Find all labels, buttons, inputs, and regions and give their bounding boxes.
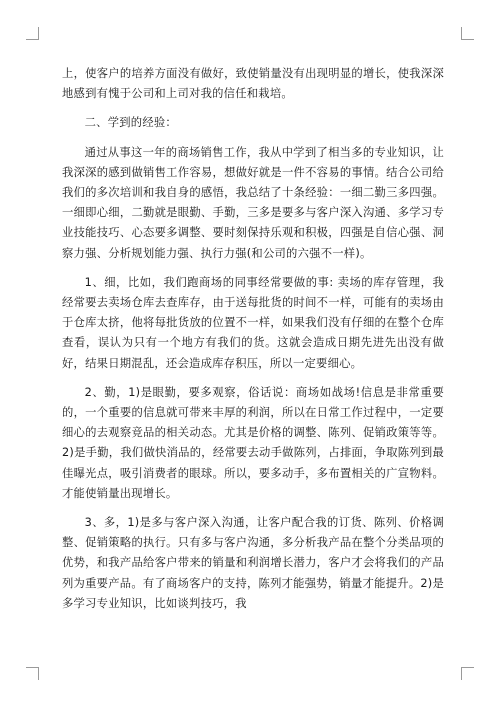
crop-mark-top-left	[26, 27, 39, 40]
crop-mark-bottom-right	[461, 667, 474, 680]
paragraph-point-detail: 1、细，比如，我们跑商场的同事经常要做的事: 卖场的库存管理，我经常要去卖场仓库去查库存，由于送每批货的时间不一样，可能有的卖场由于仓库太挤，他将每批货放的位置不一样，如果我们没有仔细的在整个仓库查看，误认为只有一个地方有我们的货。这就会造成日期先进先出没有做好，结果日期混乱，还会造成库存积压，所以一定要细心。	[62, 275, 444, 370]
paragraph-point-more: 3、多，1)是多与客户深入沟通，让客户配合我的订货、陈列、价格调整、促销策略的执行。只有多与客户沟通，多分析我产品在整个分类品项的优势，和我产品给客户带来的销量和利润增长潜力，客户才会将我们的产品列为重要产品。有了商场客户的支持，陈列才能强势，销量才能提升。2)是多学习专业知识，比如谈判技巧，我	[62, 516, 444, 610]
paragraph-point-diligence: 2、勤，1)是眼勤，要多观察，俗话说：商场如战场!信息是非常重要的，一个重要的信息就可带来丰厚的利润，所以在日常工作过程中，一定要细心的去观察竞品的相关动态。尤其是价格的调整、陈列、促销政策等等。2)是手勤，我们做快消品的，经常要去动手做陈列，占排面，争取陈列到最佳曝光点，吸引消费者的眼球。所以，要多动手，多布置相关的广宣物料。才能使销量出现增长。	[62, 385, 444, 500]
crop-mark-top-right	[461, 27, 474, 40]
paragraph-experience-summary: 通过从事这一年的商场销售工作，我从中学到了相当多的专业知识，让我深深的感到做销售工作容易，想做好就是一件不容易的事情。结合公司给我们的多次培训和我自身的感悟，我总结了十条经验：一细二勤三多四强。一细即心细，二勤就是眼勤、手勤，三多是要多与客户深入沟通、多学习专业技能技巧、心态要多调整、要时刻保持乐观和积极，四强是自信心强、洞察力强、分析规划能力强、执行力强(和公司的六强不一样)。	[62, 145, 444, 260]
document-body	[62, 64, 444, 623]
section-heading-experience: 二、学到的经验：	[84, 116, 177, 130]
crop-mark-bottom-left	[26, 667, 39, 680]
paragraph-continuation: 上，使客户的培养方面没有做好，致使销量没有出现明显的增长，使我深深地感到有愧于公司和上司对我的信任和栽培。	[62, 67, 444, 101]
